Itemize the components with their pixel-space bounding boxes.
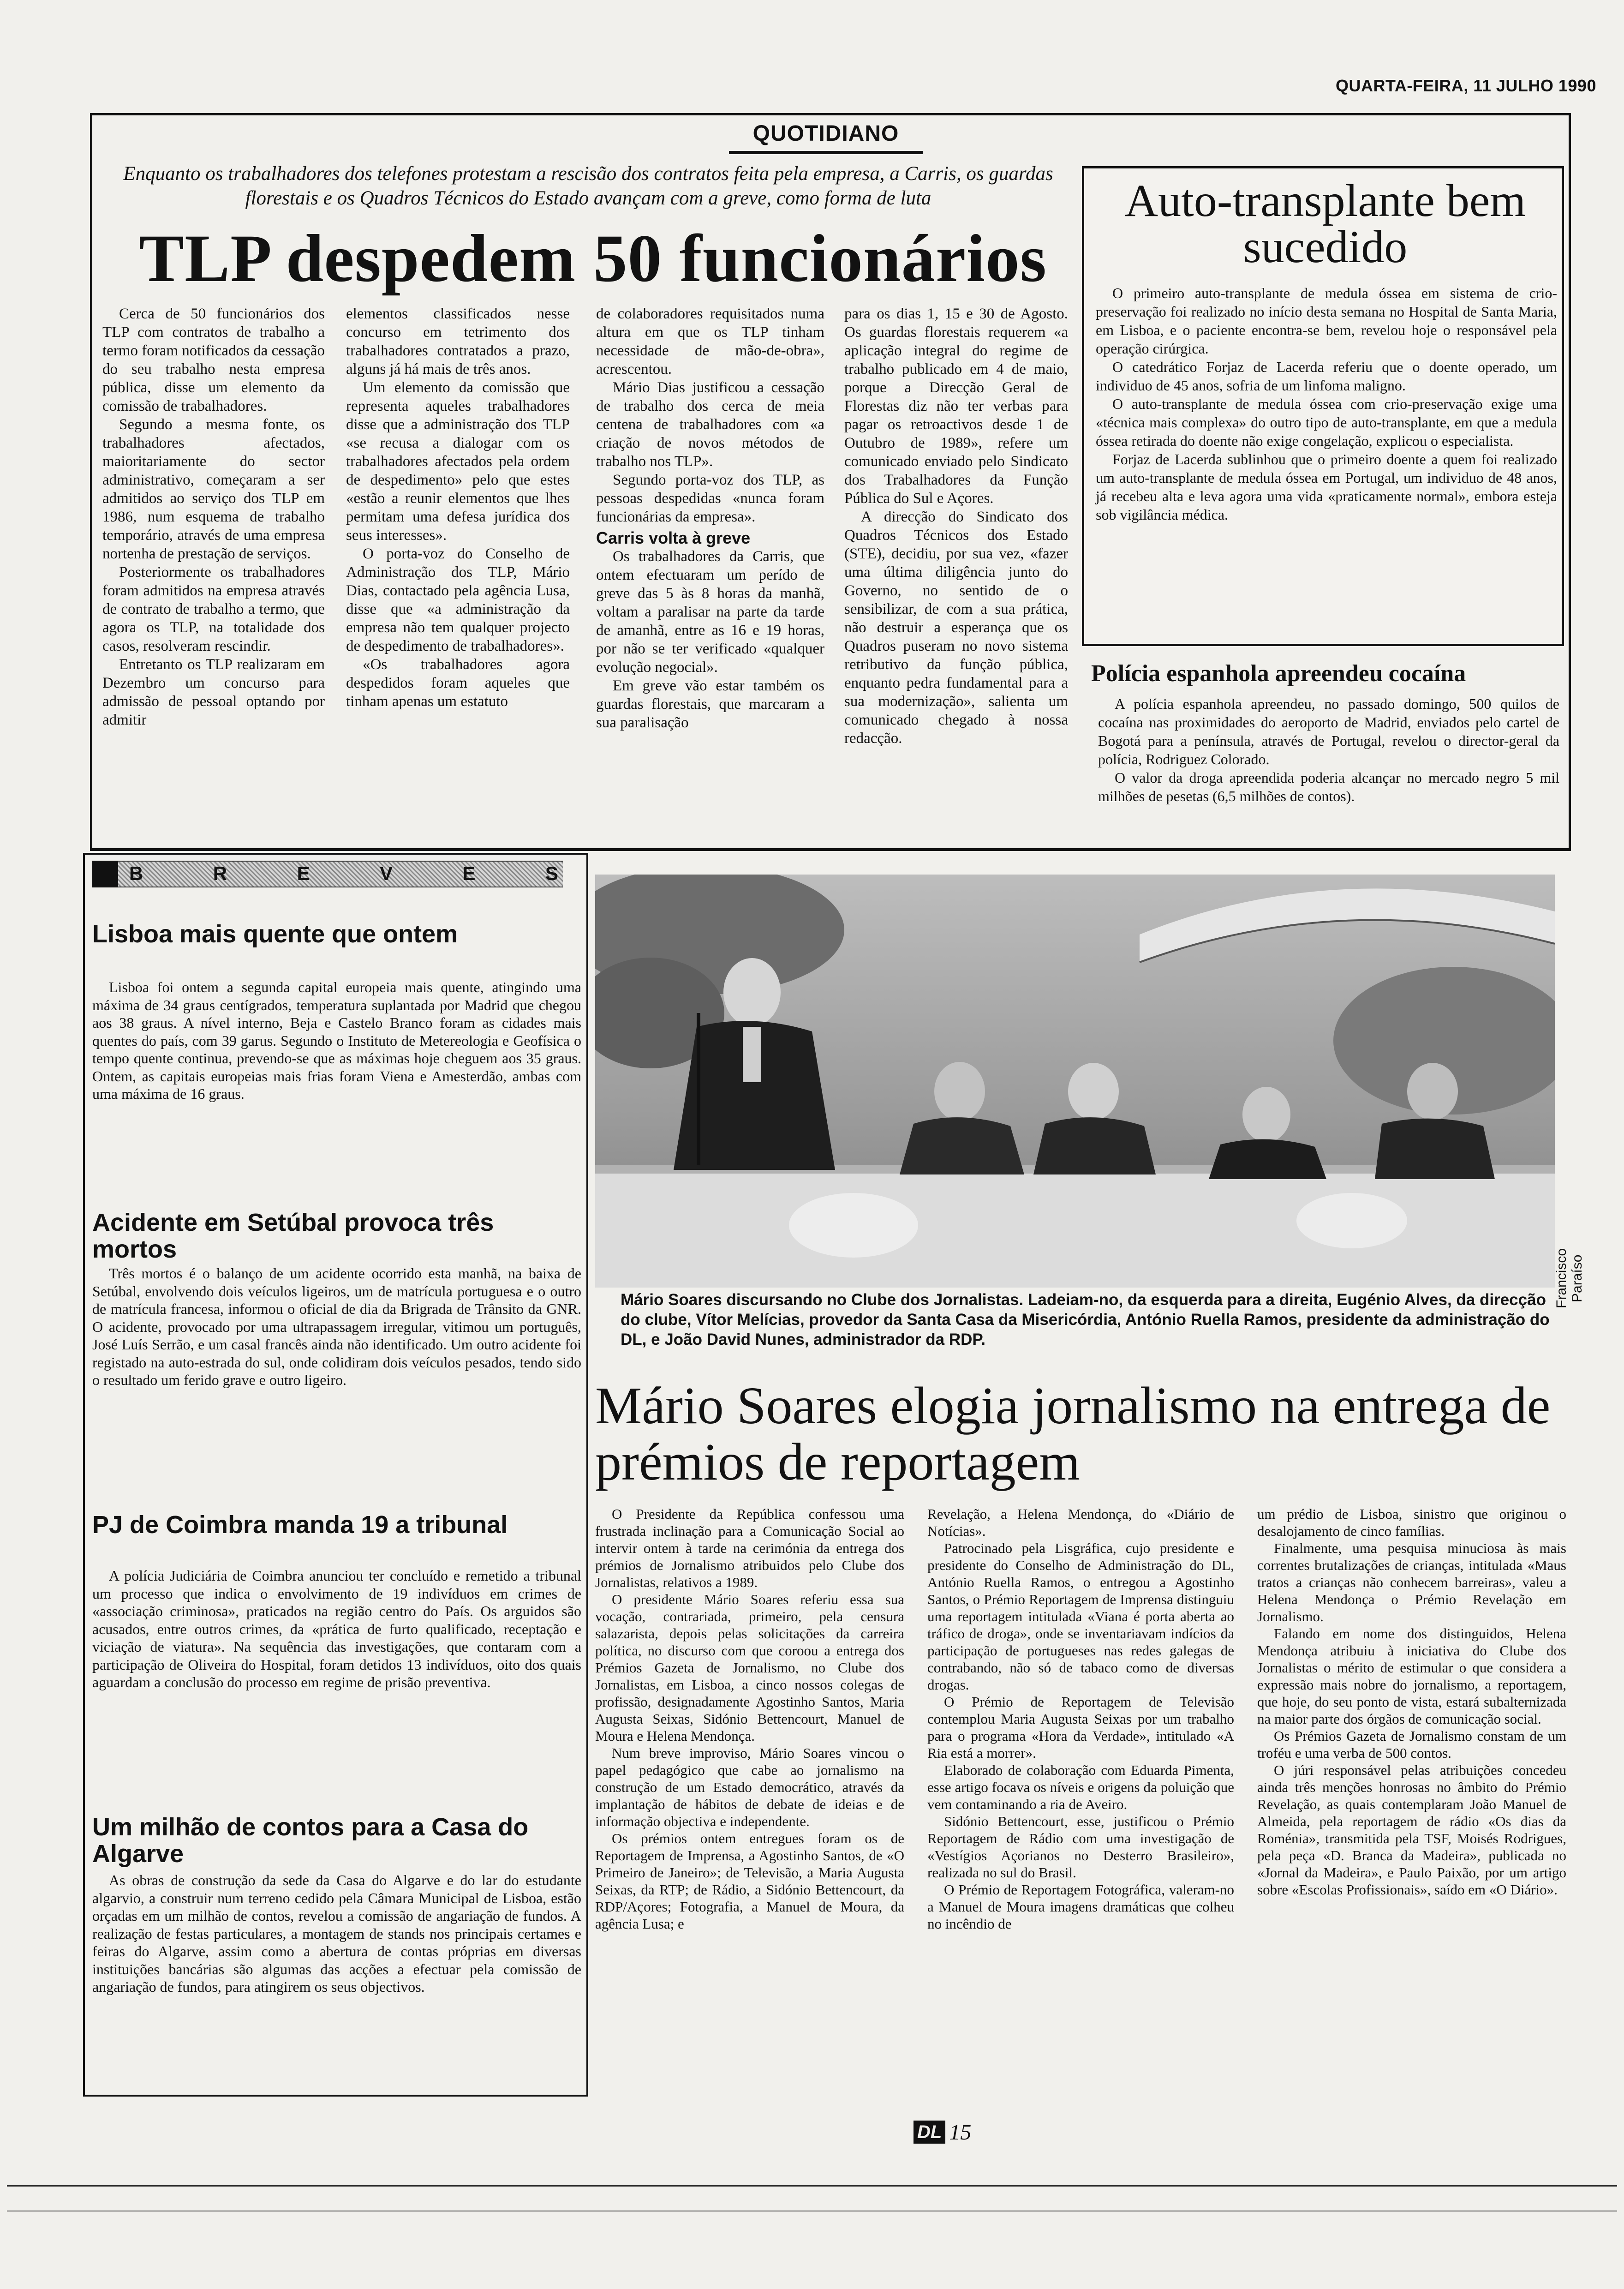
- event-photo: [595, 875, 1555, 1288]
- breves-label: [125, 860, 563, 887]
- soares-column-3: [1257, 1505, 1566, 1898]
- brief-body-setubal: [92, 1264, 581, 1389]
- kicker: Enquanto os trabalhadores dos telefones protestam a rescisão dos contratos feita pela empresa, a Carris, os guardas florestais e os Quadros Técnicos do Estado avançam com a greve, como forma de luta: [123, 163, 1053, 209]
- frame-right-rule: [1569, 113, 1571, 849]
- paragraph: O júri responsável pelas atribuições concedeu ainda três menções honrosas no âmbito do Prémio Revelação, as quais contemplaram João Manuel de Almeida, pela reportagem de rádio «Os dias da Roménia», transmitida pela TSF, Moisés Rodrigues, pela peça «D. Branca da Madeira», publicada no «Jornal da Madeira», e Paulo Paixão, por um artigo sobre «Escolas Profissionais», saído em «O Diário».: [1257, 1762, 1566, 1898]
- paragraph: O primeiro auto-transplante de medula óssea em sistema de crio-preservação foi realizado no início desta semana no Hospital de Santa Maria, em Lisboa, e o paciente encontra-se bem, revelou hoje o responsável pela operação cirúrgica.: [1096, 285, 1557, 357]
- paragraph: Finalmente, uma pesquisa minuciosa às mais correntes brutalizações de crianças, intitulada «Maus tratos a crianças não conhecem barreiras», valeu a Helena Mendonça o Prémio Revelação em Jornalismo.: [1257, 1540, 1566, 1624]
- brief-title-lisboa: Lisboa mais quente que ontem: [92, 920, 458, 948]
- paragraph: Lisboa foi ontem a segunda capital europeia mais quente, atingindo uma máxima de 34 graus centígrados, temperatura suplantada por Madrid que chegou aos 38 graus. A nível interno, Beja e Castelo Branco foram as cidades mais quentes do país, com 39 garus. Segundo o Instituto de Metereologia e Geofísica o tempo quente continua, prevendo-se que as máximas hoje cheguem aos 35 graus. Ontem, as capitais europeias mais frias foram Viena e Amesterdão, ambas com uma máxima de 16 graus.: [92, 979, 581, 1102]
- paragraph: O Prémio de Reportagem de Televisão contemplou Maria Augusta Seixas por um trabalho para o programa «Hora da Verdade», intitulado «A Ria está a morrer».: [927, 1694, 1234, 1761]
- paragraph: O valor da droga apreendida poderia alcançar no mercado negro 5 mil milhões de pesetas (6,5 milhões de contos).: [1098, 769, 1559, 804]
- brief-title-coimbra: PJ de Coimbra manda 19 a tribunal: [92, 1511, 508, 1539]
- paragraph: para os dias 1, 15 e 30 de Agosto. Os guardas florestais requerem «a aplicação integral do regime de trabalho publicado em 4 de maio, porque a Direcção Geral de Florestas diz não ter verbas para pagar os retroactivos desde 1 de Outubro de 1989», refere um comunicado enviado pelo Sindicato dos Trabalhadores da Função Pública do Sul e Açores.: [844, 306, 1068, 507]
- soares-column-2: [927, 1505, 1234, 1932]
- paragraph: O porta-voz do Conselho de Administração dos TLP, Mário Dias, contactado pela agência Lusa, disse que «a administração da empresa não tem qualquer projecto de despedimento de trabalhadores».: [346, 545, 570, 654]
- photo-credit: Francisco Paraíso: [1554, 1248, 1585, 1309]
- brief-body-coimbra: [92, 1567, 581, 1691]
- paragraph: Segundo porta-voz dos TLP, as pessoas despedidas «nunca foram funcionárias da empresa».: [596, 472, 824, 525]
- paragraph: Os prémios ontem entregues foram os de Reportagem de Imprensa, a Agostinho Santos, de «O Primeiro de Janeiro»; de Televisão, a Maria Augusta Seixas, da RTP; de Rádio, a Sidónio Bettencourt, da RDP/Açores; Fotografia, a Manuel de Moura, da agência Lusa; e: [595, 1830, 904, 1932]
- frame-top-rule: [90, 113, 1571, 115]
- paragraph: de colaboradores requisitados numa altura em que os TLP tinham necessidade de mão-de-obra», acrescentou.: [596, 306, 824, 378]
- paragraph: O catedrático Forjaz de Lacerda referiu que o doente operado, um individuo de 45 anos, sofria de um linfoma maligno.: [1096, 359, 1557, 394]
- paragraph: Forjaz de Lacerda sublinhou que o primeiro doente a quem foi realizado um auto-transplante de medula óssea em Portugal, um individuo de 48 anos, já recebeu alta e leva agora uma vida «praticamente normal», embora esteja sob vigilância médica.: [1096, 451, 1557, 523]
- tlp-column-2: [346, 305, 570, 711]
- breves-letter: R: [213, 863, 227, 884]
- paragraph: Num breve improviso, Mário Soares vincou o papel pedagógico que cabe ao jornalismo na construção de um Estado democrático, através da implantação de hábitos de debate de ideias e de informação objectiva e independente.: [595, 1745, 904, 1829]
- paragraph: Em greve vão estar também os guardas florestais, que marcaram a sua paralisação: [596, 677, 824, 731]
- soares-headline: Mário Soares elogia jornalismo na entrega de prémios de reportagem: [595, 1376, 1551, 1491]
- paragraph: As obras de construção da sede da Casa do Algarve e do lar do estudante algarvio, a construir num terreno cedido pela Câmara Municipal de Lisboa, estão orçadas em um milhão de contos, revelou a comissão de angariação de fundos. A realização de festas particulares, a montagem de stands nos principais certames e feiras do Algarve, assim como a abertura de contas próprias em diversas instituições bancárias são algumas das acções a efectuar pela comissão de angariação de fundos, para atingirem os seus objectivos.: [92, 1872, 581, 1995]
- breves-letter: V: [380, 863, 393, 884]
- transplante-headline: Auto-transplante bem sucedido: [1124, 175, 1526, 272]
- paragraph: Um elemento da comissão que representa aqueles trabalhadores disse que a administração dos TLP «se recusa a dialogar com os trabalhadores afectados pela ordem de despedimento» pelo que estes «estão a reunir elementos que lhes permitam uma defesa jurídica dos seus interesses».: [346, 379, 570, 544]
- brief-title-setubal: Acidente em Setúbal provoca três mortos: [92, 1209, 494, 1263]
- brief-title-algarve: Um milhão de contos para a Casa do Algarve: [92, 1813, 529, 1868]
- frame-mid-rule: [90, 848, 1571, 851]
- dl-logo: DL: [914, 2121, 945, 2144]
- paragraph: Patrocinado pela Lisgráfica, cujo presidente e presidente do Conselho de Administração do DL, António Ruella Ramos, o entregou a Agostinho Santos, o Prémio Reportagem de Imprensa distinguiu uma reportagem intitulada «Viana é porta aberta ao tráfico de droga», onde se inventariavam indícios da participação de portugueses nas redes galegas de contrabando, não só de tabaco como de diversas drogas.: [927, 1540, 1234, 1693]
- paragraph: O Presidente da República confessou uma frustrada inclinação para a Comunicação Social ao intervir ontem à tarde na cerimónia da entrega dos prémios de Jornalismo atribuidos pelo Clube dos Jornalistas, relativos a 1989.: [595, 1506, 904, 1590]
- brief-body-lisboa: [92, 978, 581, 1103]
- paragraph: um prédio de Lisboa, sinistro que originou o desalojamento de cinco famílias.: [1257, 1506, 1566, 1539]
- page-footer: [914, 2121, 971, 2144]
- paragraph: Os Prémios Gazeta de Jornalismo constam de um troféu e uma verba de 500 contos.: [1257, 1728, 1566, 1761]
- paragraph: elementos classificados nesse concurso em tetrimento dos trabalhadores contratados a prazo, alguns já há mais de três anos.: [346, 306, 570, 378]
- paragraph: A polícia Judiciária de Coimbra anunciou ter concluído e remetido a tribunal um processo que indica o envolvimento de 19 indivíduos em crimes de «associação criminosa», praticados na região centro do País. Os arguidos são acusados, entre outros crimes, da «prática de furto qualificado, receptação e viciação de viatura». Na sequência das investigações, que contaram com a participação de Oliveira do Hospital, foram detidos 13 indivíduos, oito dos quais aguardam a conclusão do processo em regime de prisão preventiva.: [92, 1567, 581, 1690]
- transplante-body: [1096, 284, 1557, 524]
- main-headline: TLP despedem 50 funcionários: [139, 221, 1047, 296]
- cocaina-headline: Polícia espanhola apreendeu cocaína: [1091, 660, 1466, 687]
- soares-column-1: [595, 1505, 904, 1932]
- breves-letter: S: [545, 863, 558, 884]
- paragraph: Segundo a mesma fonte, os trabalhadores afectados, maioritariamente do sector administrativo, começaram a ser admitidos ao serviço dos TLP em 1986, num esquema de trabalho temporário, através de uma empresa nortenha de prestação de serviços.: [102, 416, 325, 562]
- paragraph: A polícia espanhola apreendeu, no passado domingo, 500 quilos de cocaína nas proximidades do aeroporto de Madrid, enviados pelo cartel de Bogotá para a península, através de Portugal, revelou o director-geral da polícia, Rodriguez Colorado.: [1098, 695, 1559, 767]
- paragraph: O auto-transplante de medula óssea com crio-preservação exige uma «técnica mais complexa» do outro tipo de auto-transplante, em que a medula óssea retirada do doente não exige congelação, explicou o especialista.: [1096, 395, 1557, 449]
- paragraph: Os trabalhadores da Carris, que ontem efectuaram um perído de greve das 5 às 8 horas da manhã, voltam a paralisar na parte da tarde de amanhã, entre as 16 e 19 horas, por não se ter verificado «qualquer evolução negocial».: [596, 548, 824, 676]
- photo-caption: Mário Soares discursando no Clube dos Jornalistas. Ladeiam-no, da esquerda para a direita, Eugénio Alves, da direcção do clube, Vítor Melícias, provedor da Santa Casa da Misericórdia, António Ruella Ramos, presidente da administração do DL, e João David Nunes, administrador da RDP.: [621, 1291, 1550, 1348]
- paragraph: Elaborado de colaboração com Eduarda Pimenta, esse artigo focava os níveis e origens da poluição que vem contaminando a ria de Aveiro.: [927, 1762, 1234, 1812]
- paragraph: Três mortos é o balanço de um acidente ocorrido esta manhã, na baixa de Setúbal, envolvendo dois veículos ligeiros, um de matrícula portuguesa e o outro de matrícula francesa, informou o oficial de dia da Brigrada de Trânsito da GNR. O acidente, provocado por uma ultrapassagem irregular, vitimou um português, José Luís Serrão, e um casal francês ainda não identificado. Um outro acidente foi registado na auto-estrada do sul, onde colidiram dois veículos pesados, tendo sido o resultado um ferido grave e outro ligeiro.: [92, 1265, 581, 1388]
- paragraph: «Os trabalhadores agora despedidos foram aqueles que tinham apenas um estatuto: [346, 656, 570, 710]
- frame-left-rule: [90, 113, 92, 849]
- paragraph: Posteriormente os trabalhadores foram admitidos na empresa através de contrato de trabalho a termo, que agora os TLP, na totalidade dos casos, resolveram rescindir.: [102, 564, 325, 654]
- breves-letter: E: [297, 863, 310, 884]
- paragraph: Cerca de 50 funcionários dos TLP com contratos de trabalho a termo foram notificados da cessação do seu trabalho nesta empresa pública, disse um elemento da comissão de trabalhadores.: [102, 306, 325, 414]
- paragraph: Mário Dias justificou a cessação de trabalho dos cerca de meia centena de trabalhadores com «a criação de novos métodos de trabalho nos TLP».: [596, 379, 824, 470]
- paragraph: Falando em nome dos distinguidos, Helena Mendonça atribuiu à iniciativa do Clube dos Jornalistas o mérito de estimular o que considera a expressão mais nobre do jornalismo, a reportagem, que hoje, do seu ponto de vista, estará subalternizada na maior parte dos órgãos de comunicação social.: [1257, 1625, 1566, 1727]
- tlp-column-3: [596, 305, 824, 732]
- page-number: 15: [949, 2120, 972, 2145]
- breves-letter: E: [462, 863, 476, 884]
- carris-subhead: Carris volta à greve: [596, 528, 751, 547]
- brief-body-algarve: [92, 1871, 581, 1996]
- breves-square-icon: [92, 861, 118, 887]
- cocaina-body: [1098, 695, 1559, 805]
- dateline: QUARTA-FEIRA, 11 JULHO 1990: [1336, 76, 1596, 95]
- breves-letter: B: [129, 863, 143, 884]
- paragraph: Revelação, a Helena Mendonça, do «Diário de Notícias».: [927, 1506, 1234, 1539]
- section-label: QUOTIDIANO: [729, 121, 923, 154]
- tlp-column-4: [844, 305, 1068, 748]
- footer-rule: [7, 2185, 1617, 2187]
- tlp-column-1: [102, 305, 325, 729]
- paragraph: O presidente Mário Soares referiu essa sua vocação, contrariada, primeiro, pela censura salazarista, depois pelas solicitações da carreira política, no discurso com que coroou a entrega dos Prémios Gazeta de Jornalismo, no Clube dos Jornalistas, em Lisboa, a cinco nossos colegas de profissão, designadamente Agostinho Santos, Maria Augusta Seixas, Sidónio Bettencourt, Manuel de Moura e Helena Mendonça.: [595, 1591, 904, 1744]
- paragraph: A direcção do Sindicato dos Quadros Técnicos dos Estado (STE), decidiu, por sua vez, «fazer uma última diligência junto do Governo, no sentido de o sensibilizar, de com a sua prática, não destruir a esperança que os Quadros puseram no novo sistema retributivo da função pública, enquanto pedra fundamental para a sua modernização», salienta um comunicado chegado à nossa redacção.: [844, 509, 1068, 747]
- paragraph: Entretanto os TLP realizaram em Dezembro um concurso para admissão de pessoal optando por admitir: [102, 656, 325, 728]
- photo-image: [595, 875, 1555, 1288]
- paragraph: O Prémio de Reportagem Fotográfica, valeram-no a Manuel de Moura imagens dramáticas que colheu no incêndio de: [927, 1882, 1234, 1932]
- paragraph: Sidónio Bettencourt, esse, justificou o Prémio Reportagem de Rádio com uma investigação de «Vestígios Açorianos no Desterro Brasileiro», realizada no sul do Brasil.: [927, 1813, 1234, 1881]
